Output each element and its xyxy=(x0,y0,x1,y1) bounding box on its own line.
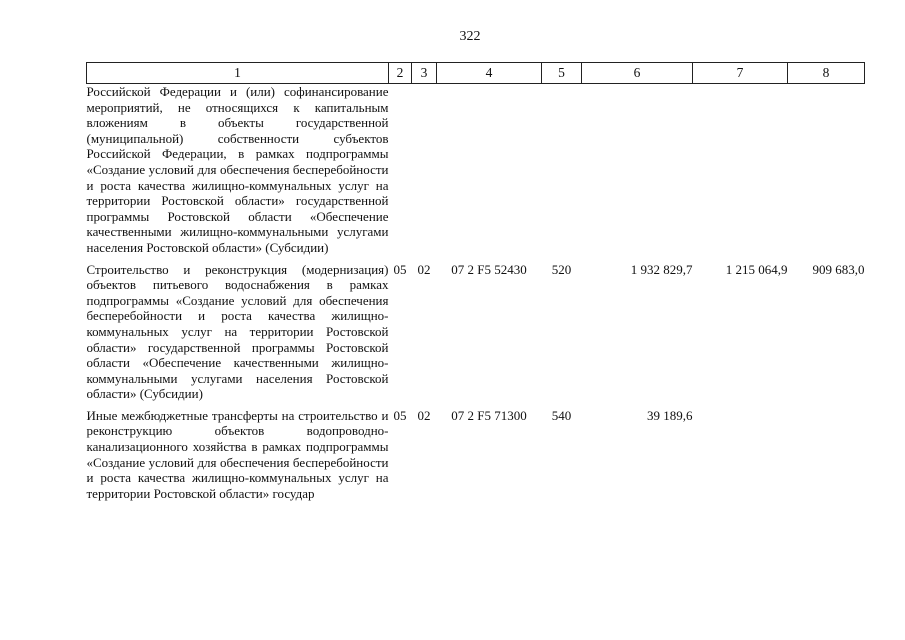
table-row xyxy=(87,256,865,402)
row-target-code: 07 2 F5 71300 xyxy=(451,407,527,423)
row-target-code: 07 2 F5 52430 xyxy=(451,261,527,277)
header-col-8: 8 xyxy=(788,63,865,84)
header-col-2: 2 xyxy=(389,63,412,84)
row-expense-type xyxy=(542,84,582,256)
row-subsection: 02 xyxy=(417,261,431,277)
row-amount-year-3 xyxy=(788,402,865,502)
table-row xyxy=(87,402,865,502)
row-description: Российской Федерации и (или) софинансирование мероприятий, не относящихся к капитальным вложениям в объекты государственной (муниципальной) собственности субъектов Российской Федерации, в рамках подпрограммы «Создание условий для обеспечения бесперебойности и роста качества жилищно-коммунальных услуг на территории Ростовской области» государственной программы Ростовской области «Обеспечение качественными жилищно-коммунальными услугами населения Ростовской области» (Субсидии) xyxy=(86,84,389,255)
header-col-6: 6 xyxy=(582,63,693,84)
row-expense-type: 520 xyxy=(551,261,572,277)
budget-table xyxy=(86,62,865,501)
header-col-1: 1 xyxy=(87,63,389,84)
row-amount-year-2 xyxy=(693,84,788,256)
header-col-4: 4 xyxy=(437,63,542,84)
row-amount-year-2 xyxy=(693,402,788,502)
row-amount-year-2: 1 215 064,9 xyxy=(725,261,788,277)
row-target-code xyxy=(437,84,542,256)
row-amount-year-1: 39 189,6 xyxy=(647,407,693,423)
row-amount-year-1: 1 932 829,7 xyxy=(630,261,693,277)
row-section: 05 xyxy=(393,261,407,277)
row-description: Строительство и реконструкция (модернизация) объектов питьевого водоснабжения в рамках подпрограммы «Создание условий для обеспечения бесперебойности и роста качества жилищно-коммунальных услуг на территории Ростовской области» государственной программы Ростовской области «Обеспечение качественными жилищно-коммунальными услугами населения Ростовской области» (Субсидии) xyxy=(86,261,389,402)
row-amount-year-3: 909 683,0 xyxy=(812,261,865,277)
table-row xyxy=(87,84,865,256)
header-row xyxy=(87,63,865,84)
row-section: 05 xyxy=(393,407,407,423)
page-number: 322 xyxy=(459,29,481,44)
header-col-7: 7 xyxy=(693,63,788,84)
row-description: Иные межбюджетные трансферты на строительство и реконструкцию объектов водопроводно-канализационного хозяйства в рамках подпрограммы «Создание условий для обеспечения бесперебойности и роста качества жилищно-коммунальных услуг на территории Ростовской области» государ xyxy=(86,407,389,501)
row-amount-year-1 xyxy=(582,84,693,256)
row-subsection: 02 xyxy=(417,407,431,423)
row-section xyxy=(389,84,412,256)
header-col-5: 5 xyxy=(542,63,582,84)
row-subsection xyxy=(412,84,437,256)
row-amount-year-3 xyxy=(788,84,865,256)
header-col-3: 3 xyxy=(412,63,437,84)
row-expense-type: 540 xyxy=(551,407,572,423)
